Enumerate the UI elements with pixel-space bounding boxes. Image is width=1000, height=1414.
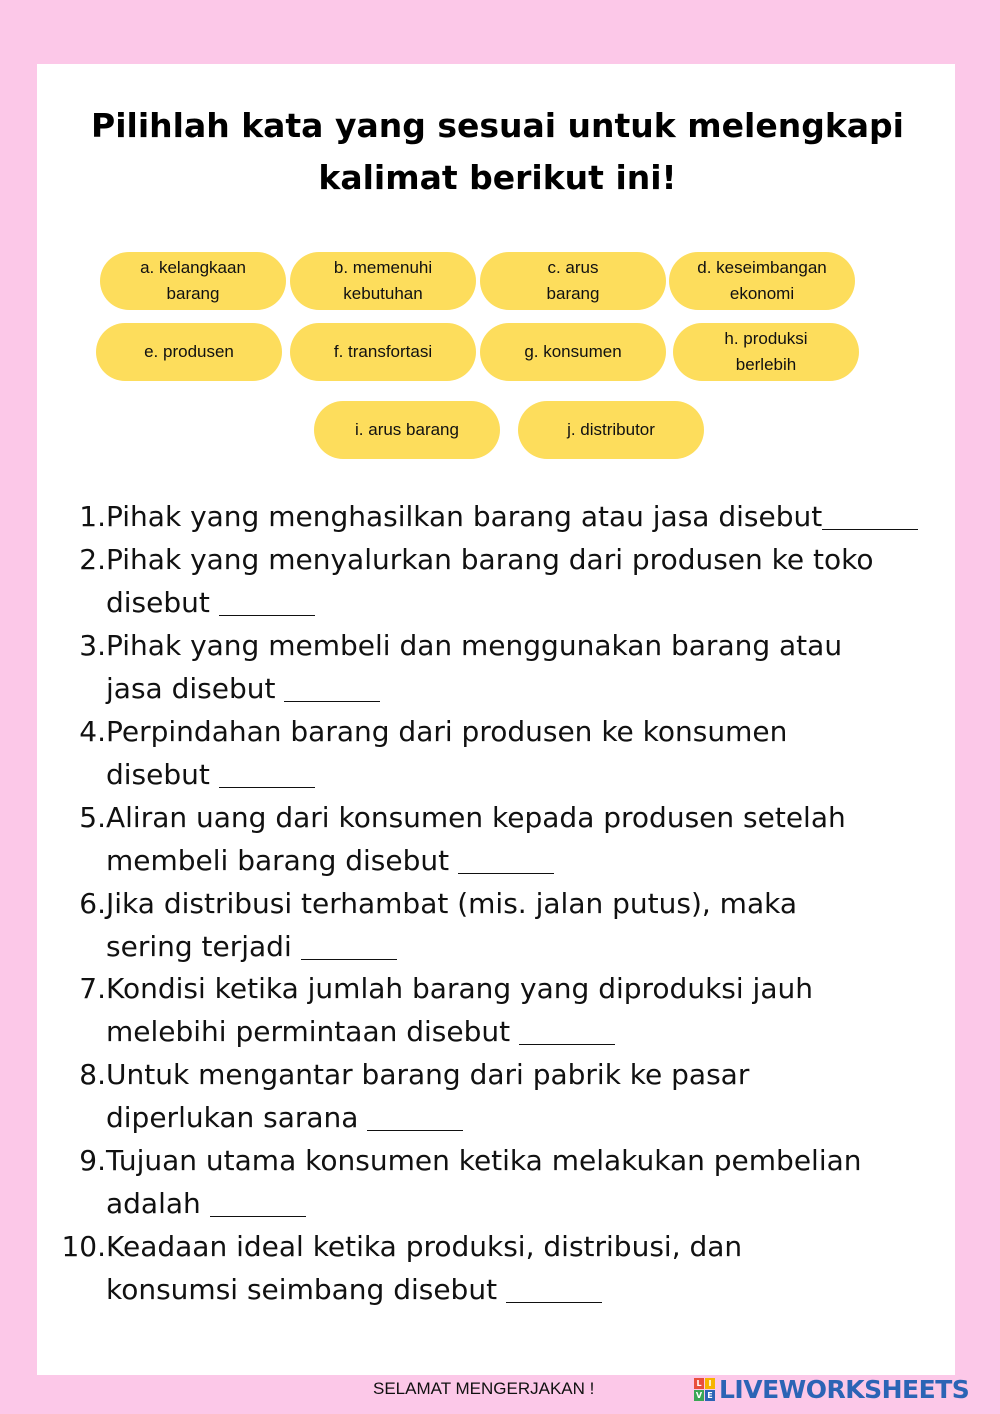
liveworksheets-brand[interactable] — [694, 1372, 969, 1406]
option-i-label: i. arus barang — [355, 420, 459, 439]
liveworksheets-logo-icon — [694, 1378, 715, 1401]
question-number: 7. — [79, 972, 106, 1005]
question-text: Tujuan utama konsumen ketika melakukan pembelian — [106, 1144, 862, 1177]
question-text: Jika distribusi terhambat (mis. jalan putus), maka — [106, 887, 797, 920]
option-h-label-1: h. produksi — [724, 329, 808, 348]
option-i[interactable] — [314, 401, 500, 459]
question-text: Perpindahan barang dari produsen ke konsumen — [106, 715, 788, 748]
option-a[interactable] — [100, 252, 286, 310]
answer-blank[interactable] — [284, 671, 380, 702]
title-line-2: kalimat berikut ini! — [318, 158, 677, 197]
answer-blank[interactable] — [367, 1100, 463, 1131]
option-g-label: g. konsumen — [524, 342, 622, 361]
question-number: 9. — [79, 1144, 106, 1177]
answer-blank[interactable] — [210, 1186, 306, 1217]
question-text-cont: disebut — [106, 586, 219, 619]
question-text-cont: konsumsi seimbang disebut — [106, 1273, 506, 1306]
answer-blank[interactable] — [506, 1272, 602, 1303]
question-number: 3. — [79, 629, 106, 662]
question-number: 10. — [61, 1230, 106, 1263]
question-number: 5. — [79, 801, 106, 834]
question-5 — [48, 796, 948, 882]
answer-blank[interactable] — [519, 1014, 615, 1045]
option-e-label: e. produsen — [144, 342, 234, 361]
question-1 — [48, 495, 948, 538]
question-9 — [48, 1139, 948, 1225]
question-text-cont: adalah — [106, 1187, 201, 1220]
question-text: Pihak yang membeli dan menggunakan barang atau — [106, 629, 843, 662]
question-text: Pihak yang menyalurkan barang dari produsen ke toko — [106, 543, 874, 576]
option-j[interactable] — [518, 401, 704, 459]
question-text-cont: disebut — [106, 758, 219, 791]
option-b-label-2: kebutuhan — [343, 284, 423, 303]
question-10 — [48, 1225, 948, 1311]
question-8 — [48, 1053, 948, 1139]
question-text-cont: membeli barang disebut — [106, 844, 459, 877]
option-a-label-1: a. kelangkaan — [140, 258, 246, 277]
question-text: Untuk mengantar barang dari pabrik ke pasar — [106, 1058, 750, 1091]
answer-blank[interactable] — [822, 499, 918, 530]
question-number: 1. — [79, 500, 106, 533]
question-text-cont: diperlukan sarana — [106, 1101, 368, 1134]
question-number: 8. — [79, 1058, 106, 1091]
question-3 — [48, 624, 948, 710]
option-f[interactable] — [290, 323, 476, 381]
option-f-label: f. transfortasi — [333, 342, 433, 361]
answer-blank[interactable] — [219, 757, 315, 788]
question-number: 6. — [79, 887, 106, 920]
question-6 — [48, 882, 948, 968]
answer-blank[interactable] — [219, 585, 315, 616]
question-text: Pihak yang menghasilkan barang atau jasa disebut — [106, 500, 823, 533]
logo-letter-e: E — [705, 1390, 715, 1401]
title-line-1: Pilihlah kata yang sesuai untuk melengkapi — [91, 106, 904, 145]
question-4 — [48, 710, 948, 796]
option-c[interactable] — [480, 252, 666, 310]
question-text-cont: jasa disebut — [106, 672, 276, 705]
question-text-cont: melebihi permintaan disebut — [106, 1015, 520, 1048]
option-d-label-2: ekonomi — [729, 284, 795, 303]
footer-message: SELAMAT MENGERJAKAN ! — [373, 1379, 595, 1398]
option-b[interactable] — [290, 252, 476, 310]
question-text: Kondisi ketika jumlah barang yang diproduksi jauh — [106, 972, 813, 1005]
question-text: Aliran uang dari konsumen kepada produsen setelah — [106, 801, 846, 834]
option-d-label-1: d. keseimbangan — [697, 258, 827, 277]
answer-blank[interactable] — [301, 929, 397, 960]
question-text: Keadaan ideal ketika produksi, distribusi, dan — [106, 1230, 743, 1263]
option-g[interactable] — [480, 323, 666, 381]
option-d[interactable] — [669, 252, 855, 310]
question-number: 2. — [79, 543, 106, 576]
option-j-label: j. distributor — [567, 420, 655, 439]
logo-letter-l: L — [694, 1378, 704, 1389]
liveworksheets-wordmark: LIVEWORKSHEETS — [719, 1374, 970, 1404]
option-c-label-1: c. arus — [547, 258, 599, 277]
question-number: 4. — [79, 715, 106, 748]
answer-blank[interactable] — [458, 843, 554, 874]
question-text-cont: sering terjadi — [106, 930, 292, 963]
option-a-label-2: barang — [166, 284, 220, 303]
option-c-label-2: barang — [546, 284, 600, 303]
logo-letter-v: V — [695, 1390, 703, 1400]
option-b-label-1: b. memenuhi — [333, 258, 433, 277]
question-2 — [48, 538, 948, 624]
logo-letter-i: I — [705, 1378, 715, 1389]
option-h[interactable] — [673, 323, 859, 381]
question-7 — [48, 967, 948, 1053]
option-h-label-2: berlebih — [735, 355, 797, 374]
option-e[interactable] — [96, 323, 282, 381]
instruction-title — [0, 100, 995, 204]
